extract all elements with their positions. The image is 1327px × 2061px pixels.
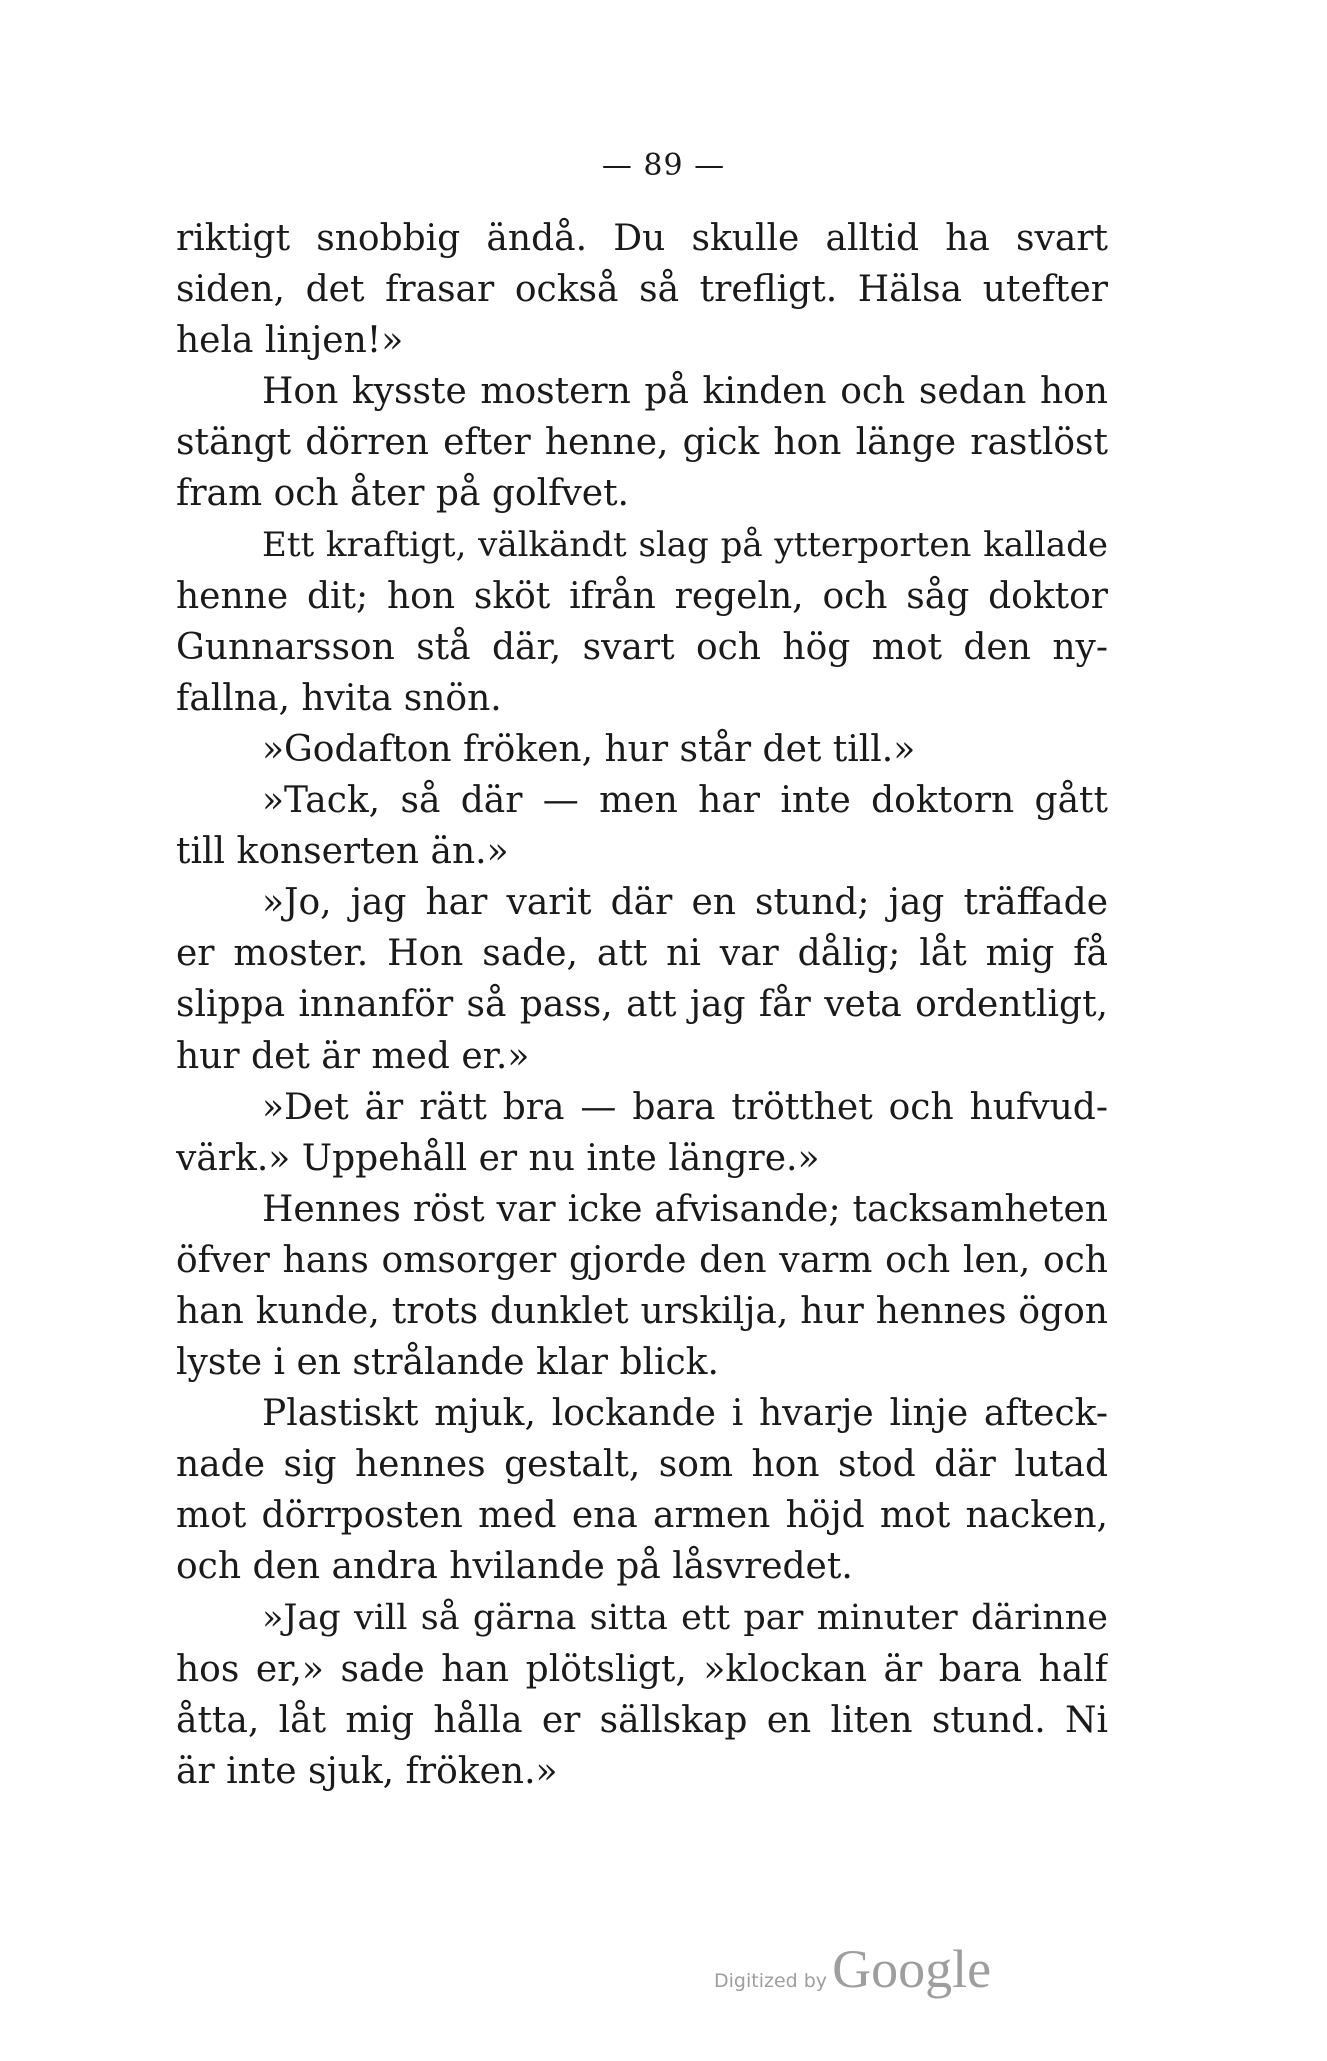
text-line: Gunnarsson stå där, svart och hög mot den ny-	[176, 626, 1108, 668]
text-line: hela linjen!»	[176, 320, 404, 362]
page-text	[176, 213, 1108, 1797]
text-line: siden, det frasar också så trefligt. Hälsa utefter	[176, 269, 1108, 311]
text-line: »Det är rätt bra — bara trötthet och hufvud-	[262, 1086, 1108, 1128]
text-line: »Jo, jag har varit där en stund; jag träffade	[262, 882, 1108, 924]
text-line: fallna, hvita snön.	[176, 677, 502, 719]
text-line: riktigt snobbig ändå. Du skulle alltid ha svart	[176, 218, 1108, 259]
watermark-prefix: Digitized by	[714, 1970, 828, 1992]
text-line: henne dit; hon sköt ifrån regeln, och såg doktor	[176, 575, 1108, 617]
text-line: nade sig hennes gestalt, som hon stod där lutad	[176, 1444, 1108, 1486]
text-line: Plastiskt mjuk, lockande i hvarje linje afteck-	[262, 1393, 1108, 1435]
text-line: Ett kraftigt, välkändt slag på ytterporten kallade	[262, 524, 1108, 565]
text-line: mot dörrposten med ena armen höjd mot nacken,	[176, 1495, 1108, 1537]
text-line: öfver hans omsorger gjorde den varm och len, och	[176, 1239, 1108, 1281]
text-line: Hennes röst var icke afvisande; tacksamheten	[262, 1188, 1108, 1230]
text-line: åtta, låt mig hålla er sällskap en liten stund. Ni	[176, 1699, 1108, 1741]
text-line: »Jag vill så gärna sitta ett par minuter därinne	[262, 1597, 1108, 1638]
text-line: Hon kysste mostern på kinden och sedan hon	[262, 371, 1108, 413]
text-line: slippa innanför så pass, att jag får veta ordentligt,	[176, 984, 1108, 1026]
page-number: — 89 —	[601, 148, 726, 183]
text-line: stängt dörren efter henne, gick hon länge rastlöst	[176, 422, 1108, 464]
text-line: hos er,» sade han plötsligt, »klockan är bara half	[176, 1648, 1108, 1690]
text-line: fram och åter på golfvet.	[176, 473, 629, 515]
text-line: till konserten än.»	[176, 831, 509, 873]
text-line: lyste i en strålande klar blick.	[176, 1342, 719, 1384]
text-line: han kunde, trots dunklet urskilja, hur hennes ögon	[176, 1290, 1108, 1332]
text-line: »Godafton fröken, hur står det till.»	[262, 728, 916, 770]
text-line: är inte sjuk, fröken.»	[176, 1750, 558, 1792]
text-line: er moster. Hon sade, att ni var dålig; låt mig få	[176, 933, 1108, 975]
text-line: och den andra hvilande på låsvredet.	[176, 1546, 853, 1588]
digitized-by-watermark	[714, 1938, 991, 2000]
google-logo: Google	[832, 1939, 992, 1999]
text-line: »Tack, så där — men har inte doktorn gått	[262, 780, 1108, 822]
text-line: värk.» Uppehåll er nu inte längre.»	[176, 1137, 820, 1179]
text-line: hur det är med er.»	[176, 1035, 530, 1077]
